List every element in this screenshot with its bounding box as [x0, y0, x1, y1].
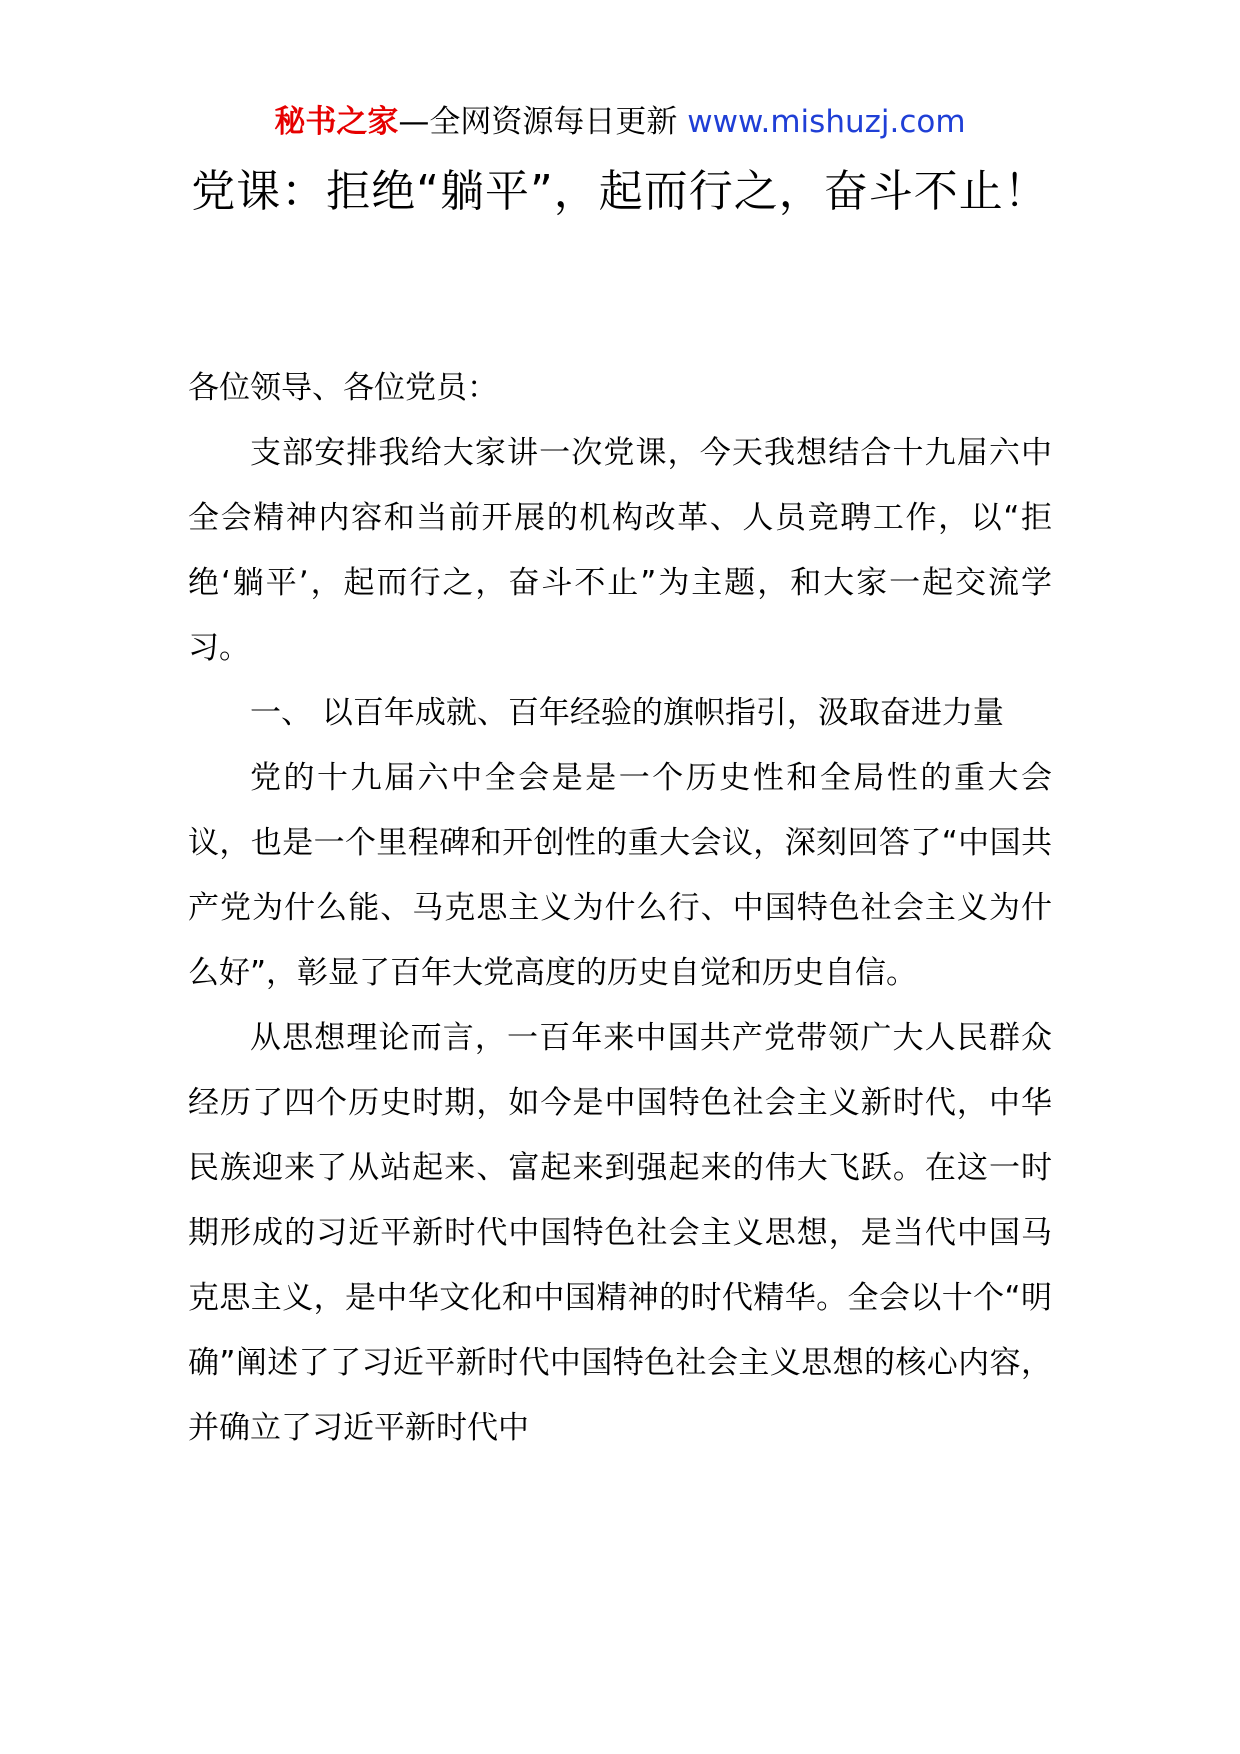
- section-heading-1: 一、 以百年成就、百年经验的旗帜指引，汲取奋进力量: [250, 695, 1004, 731]
- site-url-link[interactable]: www.mishuzj.com: [687, 104, 966, 140]
- paragraph-plenary: 党的十九届六中全会是是一个历史性和全局性的重大会议，也是一个里程碑和开创性的重大会议，深刻回答了“中国共产党为什么能、马克思主义为什么行、中国特色社会主义为什么好”，彰显了百年大党高度的历史自觉和历史自信。: [188, 760, 1052, 991]
- salutation: 各位领导、各位党员：: [188, 370, 498, 406]
- header-tagline: —全网资源每日更新: [398, 104, 688, 140]
- paragraph-intro: 支部安排我给大家讲一次党课，今天我想结合十九届六中全会精神内容和当前开展的机构改革、人员竞聘工作，以“拒绝‘躺平’，起而行之，奋斗不止”为主题，和大家一起交流学习。: [188, 435, 1052, 666]
- site-header: [0, 100, 1240, 144]
- brand-name: 秘书之家: [274, 104, 399, 140]
- document-title: 党课：拒绝“躺平”，起而行之，奋斗不止！: [191, 166, 1049, 217]
- paragraph-theory: 从思想理论而言，一百年来中国共产党带领广大人民群众经历了四个历史时期，如今是中国特色社会主义新时代，中华民族迎来了从站起来、富起来到强起来的伟大飞跃。在这一时期形成的习近平新时代中国特色社会主义思想，是当代中国马克思主义，是中华文化和中国精神的时代精华。全会以十个“明确”阐述了了习近平新时代中国特色社会主义思想的核心内容，并确立了习近平新时代中: [188, 1020, 1052, 1446]
- document-body: [188, 356, 1052, 1461]
